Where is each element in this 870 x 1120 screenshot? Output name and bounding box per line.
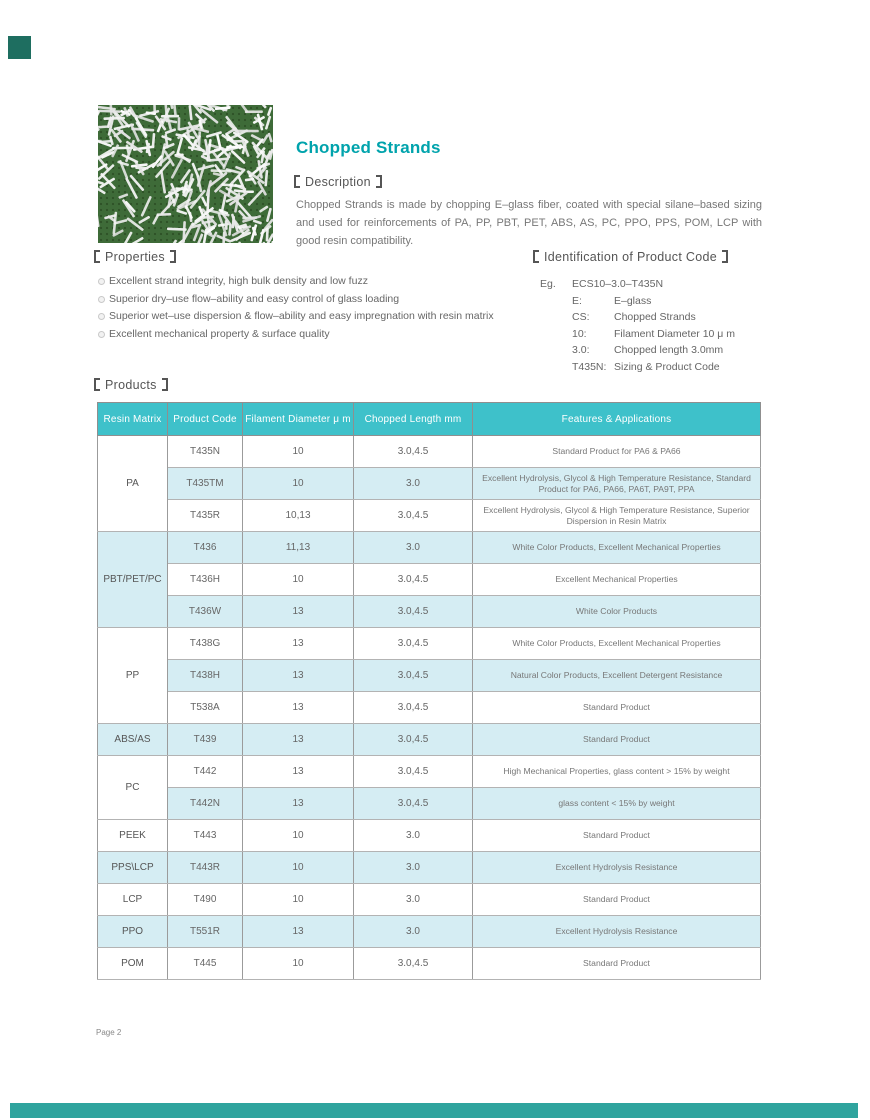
table-row [98,628,761,660]
table-row [98,788,761,820]
code-key: CS: [572,311,590,323]
features-cell: White Color Products [473,596,761,628]
section-heading-identification: Identification of Product Code [533,250,728,264]
features-cell: Excellent Mechanical Properties [473,564,761,596]
bullet-ring-icon [98,296,105,303]
resin-matrix-cell: ABS/AS [98,724,168,756]
code-key: 3.0: [572,344,590,356]
code-cell: T443R [168,852,243,884]
corner-accent [8,36,31,59]
example-code: ECS10–3.0–T435N [572,278,664,290]
code-cell: T438G [168,628,243,660]
length-cell: 3.0,4.5 [354,628,473,660]
code-value: Filament Diameter 10 μ m [614,327,736,340]
section-heading-properties: Properties [94,250,176,264]
code-key-row [572,293,735,310]
description-text: Chopped Strands is made by chopping E–glass fiber, coated with special silane–based sizing and used for reinforcements of PA, PP, PBT, PET, ABS, AS, PC, PPO, PPS, POM, LCP with good resin compatibility. [296,199,762,247]
diameter-cell: 13 [243,756,354,788]
section-heading-products: Products [94,378,168,392]
features-cell: Standard Product [473,692,761,724]
table-row [98,756,761,788]
eg-label: Eg. [540,278,556,290]
bracket-right-icon [162,378,168,391]
table-header-cell: Product Code [168,403,243,436]
page-title: Chopped Strands [296,138,441,157]
code-key-row [572,359,735,376]
code-cell: T438H [168,660,243,692]
diameter-cell: 13 [243,628,354,660]
diameter-cell: 10 [243,820,354,852]
product-code-key [540,276,735,375]
code-cell: T445 [168,948,243,980]
features-cell: Standard Product for PA6 & PA66 [473,436,761,468]
code-value: Chopped length 3.0mm [614,344,724,356]
properties-list [98,273,538,343]
diameter-cell: 10 [243,436,354,468]
length-cell: 3.0,4.5 [354,724,473,756]
property-text: Excellent mechanical property & surface quality [109,327,330,340]
table-row [98,884,761,916]
property-text: Superior dry–use flow–ability and easy control of glass loading [109,292,400,305]
features-cell: Natural Color Products, Excellent Detergent Resistance [473,660,761,692]
features-cell: Standard Product [473,948,761,980]
table-header-cell: Resin Matrix [98,403,168,436]
table-row [98,692,761,724]
resin-matrix-cell: POM [98,948,168,980]
table-row [98,852,761,884]
resin-matrix-cell: LCP [98,884,168,916]
diameter-cell: 13 [243,788,354,820]
length-cell: 3.0,4.5 [354,692,473,724]
resin-matrix-cell: PPO [98,916,168,948]
bracket-left-icon [94,378,100,391]
code-key-rows [572,293,735,376]
products-table-wrap [97,402,760,980]
property-item [98,308,538,326]
code-cell: T435N [168,436,243,468]
diameter-cell: 13 [243,660,354,692]
length-cell: 3.0 [354,532,473,564]
table-header-cell: Chopped Length mm [354,403,473,436]
code-cell: T436W [168,596,243,628]
length-cell: 3.0,4.5 [354,756,473,788]
diameter-cell: 10,13 [243,500,354,532]
table-header [98,403,761,436]
property-item [98,291,538,309]
products-table [97,402,761,980]
features-cell: Standard Product [473,884,761,916]
code-key: T435N: [572,360,607,373]
bracket-right-icon [722,250,728,263]
resin-matrix-cell: PEEK [98,820,168,852]
code-cell: T436 [168,532,243,564]
code-key-row [572,309,735,326]
features-cell: White Color Products, Excellent Mechanical Properties [473,532,761,564]
property-item [98,326,538,344]
length-cell: 3.0 [354,820,473,852]
resin-matrix-cell: PPS\LCP [98,852,168,884]
code-key-row [572,342,735,359]
length-cell: 3.0 [354,916,473,948]
length-cell: 3.0 [354,884,473,916]
code-value: Chopped Strands [614,311,696,323]
features-cell: glass content < 15% by weight [473,788,761,820]
bullet-ring-icon [98,313,105,320]
diameter-cell: 13 [243,692,354,724]
code-cell: T443 [168,820,243,852]
property-text: Superior wet–use dispersion & flow–ability and easy impregnation with resin matrix [109,310,494,322]
table-row [98,532,761,564]
table-body [98,436,761,980]
bracket-right-icon [376,175,382,188]
example-code-line [540,276,735,293]
table-row [98,660,761,692]
length-cell: 3.0 [354,852,473,884]
diameter-cell: 10 [243,884,354,916]
bullet-ring-icon [98,278,105,285]
bullet-ring-icon [98,331,105,338]
code-cell: T435TM [168,468,243,500]
table-row [98,436,761,468]
bracket-left-icon [94,250,100,263]
resin-matrix-cell: PC [98,756,168,820]
table-header-cell: Filament Diameter μ m [243,403,354,436]
code-cell: T435R [168,500,243,532]
features-cell: Excellent Hydrolysis, Glycol & High Temperature Resistance, Superior Dispersion in Resin Matrix [473,500,761,532]
table-row [98,948,761,980]
chopped-strands-image [98,105,273,243]
code-key: 10: [572,327,587,340]
bracket-left-icon [294,175,300,188]
length-cell: 3.0,4.5 [354,660,473,692]
code-cell: T436H [168,564,243,596]
length-cell: 3.0 [354,468,473,500]
table-row [98,468,761,500]
features-cell: Excellent Hydrolysis Resistance [473,852,761,884]
table-row [98,564,761,596]
resin-matrix-cell: PP [98,628,168,724]
product-photo [98,105,273,243]
code-cell: T442N [168,788,243,820]
code-key: E: [572,294,582,307]
length-cell: 3.0,4.5 [354,596,473,628]
table-row [98,820,761,852]
diameter-cell: 13 [243,724,354,756]
diameter-cell: 10 [243,564,354,596]
code-key-row [572,326,735,343]
property-item [98,273,538,291]
resin-matrix-cell: PBT/PET/PC [98,532,168,628]
table-row [98,916,761,948]
features-cell: Excellent Hydrolysis, Glycol & High Temperature Resistance, Standard Product for PA6, PA66, PA6T, PA9T, PPA [473,468,761,500]
features-cell: White Color Products, Excellent Mechanical Properties [473,628,761,660]
code-cell: T551R [168,916,243,948]
page-number: Page 2 [96,1028,122,1037]
features-cell: Standard Product [473,724,761,756]
table-row [98,724,761,756]
bracket-left-icon [533,250,539,263]
diameter-cell: 10 [243,948,354,980]
length-cell: 3.0,4.5 [354,948,473,980]
features-cell: Excellent Hydrolysis Resistance [473,916,761,948]
bottom-accent-bar [10,1103,858,1118]
table-row [98,500,761,532]
code-cell: T538A [168,692,243,724]
code-cell: T490 [168,884,243,916]
code-cell: T442 [168,756,243,788]
features-cell: Standard Product [473,820,761,852]
diameter-cell: 10 [243,468,354,500]
diameter-cell: 10 [243,852,354,884]
features-cell: High Mechanical Properties, glass content > 15% by weight [473,756,761,788]
diameter-cell: 11,13 [243,532,354,564]
code-cell: T439 [168,724,243,756]
code-value: E–glass [614,294,652,307]
table-header-cell: Features & Applications [473,403,761,436]
table-row [98,596,761,628]
length-cell: 3.0,4.5 [354,788,473,820]
section-heading-description: Description [294,175,382,189]
length-cell: 3.0,4.5 [354,436,473,468]
code-value: Sizing & Product Code [614,360,720,373]
length-cell: 3.0,4.5 [354,500,473,532]
length-cell: 3.0,4.5 [354,564,473,596]
bracket-right-icon [170,250,176,263]
property-text: Excellent strand integrity, high bulk density and low fuzz [109,275,368,287]
diameter-cell: 13 [243,916,354,948]
diameter-cell: 13 [243,596,354,628]
resin-matrix-cell: PA [98,436,168,532]
